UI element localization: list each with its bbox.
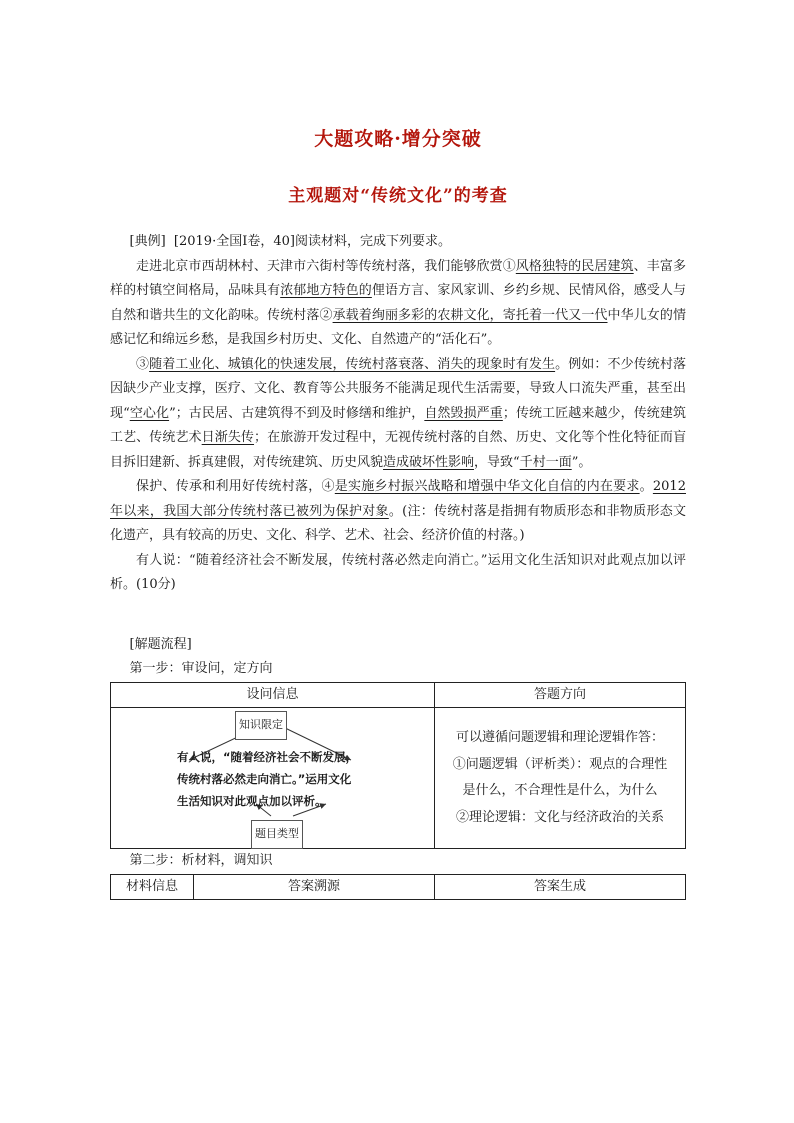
material-analysis-table [110,874,686,901]
step-1-heading: 第一步：审设问，定方向 [129,661,273,676]
underlined-text: 2012年以来，我国大部分传统村落已被列为保护对象 [110,479,686,519]
text-run: 、丰富多样的村镇空间格局，品味具有 [110,258,686,298]
direction-line: 可以遵循问题逻辑和理论逻辑作答： [455,730,664,745]
question-text: 有人说：“随着经济社会不断发展，传统村落必然走向消亡。”运用文化生活知识对此观点加以评析。(10分) [110,552,686,592]
underlined-text: 造成破坏性影响 [383,454,475,470]
section-subtitle: 主观题对“传统文化”的考查 [288,186,508,206]
text-run: ③ [136,356,150,372]
question-line: 传统村落必然走向消亡。”运用文化 [177,772,352,786]
text-run: ；传统工匠越来越少，传统建筑工艺、传统艺术 [110,405,686,445]
text-run: 中华儿女的情感记忆和绵远乡愁，是我国乡村历史、文化、自然遗产的“活化石”。 [110,307,686,347]
answer-direction [435,708,686,849]
text-run: ”。 [571,454,592,470]
step-2-heading: 第二步：析材料，调知识 [129,853,273,868]
material-paragraph-3 [110,475,686,549]
example-line [110,230,686,255]
underlined-text: 承载着绚丽多彩的农耕文化，寄托着一代又一代 [332,307,608,323]
direction-line: 是什么，不合理性是什么，为什么 [462,783,658,798]
knowledge-limit-box: 知识限定 [235,711,287,740]
text-run: 。(注：传统村落是指拥有物质形态和非物质形态文化遗产，具有较高的历史、文化、科学、艺术、社会、经济价值的村落。) [110,503,686,543]
table1-header-info: 设问信息 [111,682,435,708]
material-paragraph-2 [110,353,686,476]
text-run: 俚语方言、家风家训、乡约乡规、民情风俗，感受人与自然和谐共生的文化韵味。传统村落② [110,283,686,323]
text-run: ”；古民居、古建筑得不到及时修缮和维护， [169,405,425,421]
underlined-text: 浓郁地方特色的 [280,283,372,298]
underlined-text: 日渐失传 [201,430,255,445]
underlined-text: 是实施乡村振兴战略和增强中华文化自信的内在要求 [334,479,640,494]
page-title: 大题攻略·增分突破 [314,128,482,150]
question-type-box: 题目类型 [251,820,303,849]
text-run: 。 [639,479,653,494]
underlined-text: 空心化 [129,405,170,421]
table2-header-source: 答案溯源 [194,874,435,900]
text-run: 走进北京市西胡林村、天津市六街村等传统村落，我们能够欣赏① [136,258,516,274]
example-tag: [典例] [129,234,166,249]
question-line: 有人说，“随着经济社会不断发展， [177,750,358,764]
underlined-text: 随着工业化、城镇化的快速发展，传统村落衰落、消失的现象时有发生 [149,356,556,372]
question-excerpt [177,746,377,812]
table2-header-material: 材料信息 [111,874,194,900]
text-run: 。例如：不少传统村落因缺少产业支撑，医疗、文化、教育等公共服务不能满足现代生活需要，导致人口流失严重，甚至出现“ [110,356,686,421]
underlined-text: 千村一面 [519,454,572,470]
text-run: 保护、传承和利用好传统村落，④ [136,479,335,494]
direction-line: ①问题逻辑（评析类）：观点的合理性 [452,756,668,772]
text-run: ，导致“ [474,454,520,470]
question-analysis-table [110,682,686,850]
table2-header-answer: 答案生成 [435,874,686,900]
question-diagram [111,708,435,849]
underlined-text: 风格独特的民居建筑 [515,258,634,274]
question-line: 生活知识对此观点加以评析。 [177,794,327,808]
underlined-text: 自然毁损严重 [424,405,503,421]
direction-line: ②理论逻辑：文化与经济政治的关系 [455,809,664,825]
process-label: [解题流程] [129,636,192,652]
document-body [110,230,686,900]
text-run: ；在旅游开发过程中，无视传统村落的自然、历史、文化等个性化特征而盲目拆旧建新、拆真建假，对传统建筑、历史风貌 [110,430,686,470]
table1-header-direction: 答题方向 [435,682,686,708]
material-paragraph-1 [110,255,686,353]
example-source: [2019·全国Ⅰ卷，40]阅读材料，完成下列要求。 [173,234,451,249]
